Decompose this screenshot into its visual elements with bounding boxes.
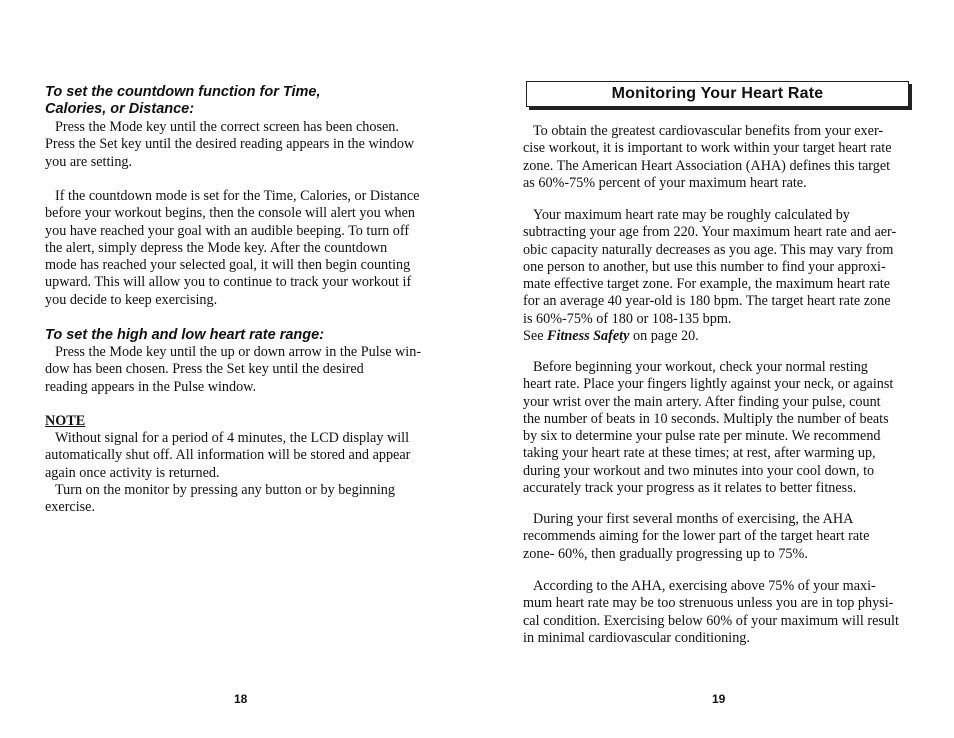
page-number-right: 19 — [712, 692, 726, 706]
section-title: Monitoring Your Heart Rate — [611, 85, 824, 102]
note-signal-paragraph: Without signal for a period of 4 minutes, the LCD display will automatically shut off. All information will be stored and appear again once activity is returned. — [45, 430, 411, 481]
before-workout-paragraph: Before beginning your workout, check your normal resting heart rate. Place your fingers lightly against your neck, or against your wrist over the main artery. After finding your pulse, count the number of beats in 10 seconds. Multiply the number of beats by six to determine your pulse rate per minute. We recommend taking your heart rate at these times; at rest, after warming up, during your workout and two minutes into your cool down, to accurately track your progress as it relates to better fitness. — [523, 359, 894, 497]
page-number-left: 18 — [234, 692, 248, 706]
note-turn-on-paragraph: Turn on the monitor by pressing any button or by beginning exercise. — [45, 482, 395, 516]
intro-paragraph: To obtain the greatest cardiovascular benefits from your exer- cise workout, it is important to work within your target heart rate zone. The American Heart Association (AHA) defines this target as 60%-75% percent of your maximum heart rate. — [523, 123, 892, 191]
mode-key-paragraph: Press the Mode key until the correct screen has been chosen. Press the Set key until the desired reading appears in the window you are setting. — [45, 119, 415, 170]
section-title-box — [526, 81, 909, 107]
first-months-paragraph: During your first several months of exercising, the AHA recommends aiming for the lower part of the target heart rate zone- 60%, then gradually progressing up to 75%. — [523, 511, 870, 562]
heart-range-heading: To set the high and low heart rate range: — [45, 327, 325, 343]
max-rate-paragraph: Your maximum heart rate may be roughly calculated by subtracting your age from 220. Your maximum heart rate and aer- obic capacity naturally decreases as you age. This may vary from one person to another, but use this number to find your approxi- mate effective target zone. For example, the maximum heart rate for an average 40 year-old is 180 bpm. The target heart rate zone is 60%-75% of 180 or 108-135 bpm. See Fitness Safety on page 20. — [523, 207, 897, 345]
countdown-heading: To set the countdown function for Time, Calories, or Distance: — [45, 84, 321, 117]
fitness-safety-reference: Fitness Safety — [547, 328, 630, 345]
according-aha-paragraph: According to the AHA, exercising above 75% of your maxi- mum heart rate may be too strenuous unless you are in top physi- cal condition. Exercising below 60% of your maximum will result in minimal cardiovascular conditioning. — [523, 578, 899, 646]
countdown-mode-paragraph: If the countdown mode is set for the Time, Calories, or Distance before your workout begins, then the console will alert you when you have reached your goal with an audible beeping. To turn off the alert, simply depress the Mode key. After the countdown mode has reached your selected goal, it will then begin counting upward. This will allow you to continue to track your workout if you decide to keep exercising. — [45, 188, 420, 308]
heart-range-paragraph: Press the Mode key until the up or down arrow in the Pulse win- dow has been chosen. Press the Set key until the desired reading appears in the Pulse window. — [45, 344, 422, 395]
note-heading: NOTE — [45, 413, 86, 429]
see-reference-line: See Fitness Safety on page 20. — [523, 328, 699, 345]
